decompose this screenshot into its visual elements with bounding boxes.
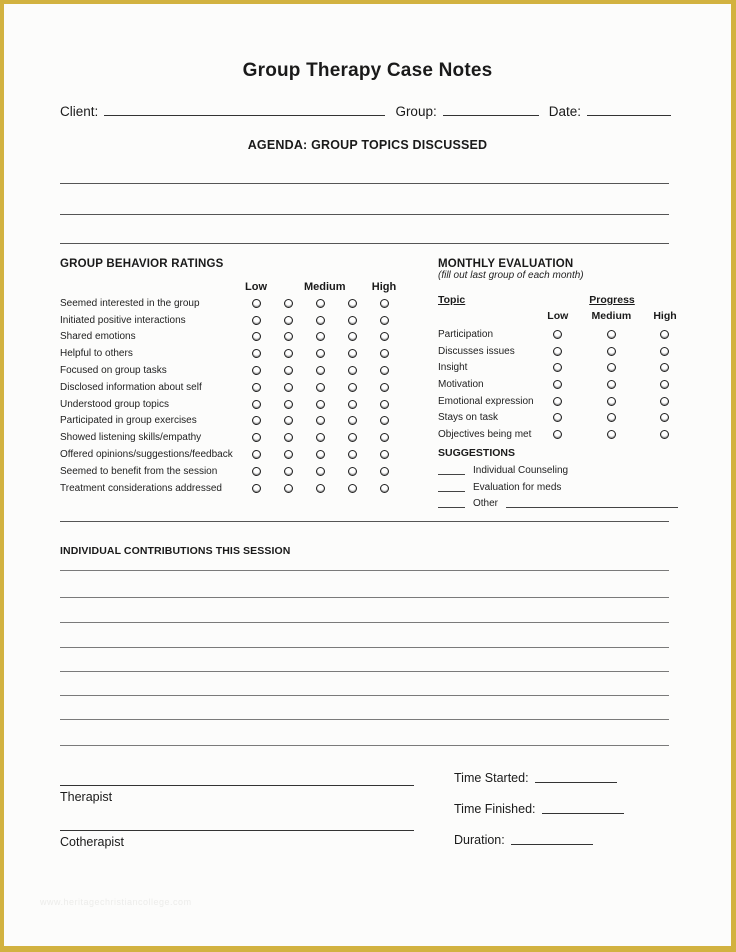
client-line[interactable] bbox=[104, 115, 385, 116]
behavior-rating-cells bbox=[240, 383, 400, 392]
monthly-topic-row bbox=[438, 326, 692, 343]
other-line[interactable] bbox=[506, 507, 678, 508]
suggestion-blank[interactable] bbox=[438, 474, 465, 475]
topic-header: Topic bbox=[438, 294, 466, 306]
watermark: www.heritagechristiancollege.com bbox=[40, 897, 192, 907]
rating-radio[interactable] bbox=[284, 433, 293, 442]
monthly-topic-cells bbox=[531, 363, 692, 372]
behavior-rating-label: Offered opinions/suggestions/feedback bbox=[60, 449, 233, 461]
behavior-rating-row bbox=[60, 362, 420, 379]
scale-label-low: Low bbox=[245, 281, 267, 293]
rating-radio[interactable] bbox=[316, 366, 325, 375]
rating-radio[interactable] bbox=[252, 467, 261, 476]
suggestion-item bbox=[438, 477, 692, 493]
behavior-rating-label: Helpful to others bbox=[60, 348, 133, 360]
suggestion-item bbox=[438, 494, 692, 510]
behavior-rating-cells bbox=[240, 366, 400, 375]
progress-radio[interactable] bbox=[553, 397, 562, 406]
duration-row bbox=[454, 833, 593, 847]
rating-radio[interactable] bbox=[348, 332, 357, 341]
monthly-scale-header bbox=[531, 310, 692, 322]
monthly-topic-label: Motivation bbox=[438, 378, 484, 390]
behavior-rating-row bbox=[60, 480, 420, 497]
behavior-rating-cells bbox=[240, 400, 400, 409]
rating-radio[interactable] bbox=[380, 416, 389, 425]
rating-radio[interactable] bbox=[380, 332, 389, 341]
behavior-rating-label: Seemed interested in the group bbox=[60, 297, 200, 309]
rating-radio[interactable] bbox=[348, 484, 357, 493]
progress-scale-high: High bbox=[653, 310, 677, 322]
rating-radio[interactable] bbox=[380, 484, 389, 493]
behavior-rating-cells bbox=[240, 332, 400, 341]
monthly-topic-row bbox=[438, 359, 692, 376]
client-label: Client: bbox=[60, 104, 99, 119]
progress-radio[interactable] bbox=[660, 330, 669, 339]
group-line[interactable] bbox=[443, 115, 539, 116]
rating-radio[interactable] bbox=[284, 332, 293, 341]
progress-radio[interactable] bbox=[660, 413, 669, 422]
monthly-topic-row bbox=[438, 409, 692, 426]
behavior-rating-cells bbox=[240, 450, 400, 459]
rating-radio[interactable] bbox=[252, 416, 261, 425]
rating-radio[interactable] bbox=[284, 400, 293, 409]
behavior-rating-label: Understood group topics bbox=[60, 398, 169, 410]
rating-radio[interactable] bbox=[284, 299, 293, 308]
behavior-rating-cells bbox=[240, 299, 400, 308]
rating-radio[interactable] bbox=[348, 433, 357, 442]
rating-radio[interactable] bbox=[252, 484, 261, 493]
behavior-rating-row bbox=[60, 413, 420, 430]
time-started-row bbox=[454, 771, 617, 785]
progress-radio[interactable] bbox=[660, 380, 669, 389]
behavior-rating-label: Shared emotions bbox=[60, 331, 136, 343]
rating-radio[interactable] bbox=[284, 416, 293, 425]
scale-label-high: High bbox=[371, 281, 397, 293]
rating-radio[interactable] bbox=[316, 332, 325, 341]
rating-radio[interactable] bbox=[252, 299, 261, 308]
monthly-evaluation-subheading: (fill out last group of each month) bbox=[438, 270, 584, 281]
monthly-topic-label: Insight bbox=[438, 362, 468, 374]
rating-radio[interactable] bbox=[284, 467, 293, 476]
progress-radio[interactable] bbox=[607, 330, 616, 339]
monthly-topic-cells bbox=[531, 397, 692, 406]
time-finished-line[interactable] bbox=[542, 813, 624, 814]
rating-radio[interactable] bbox=[380, 316, 389, 325]
agenda-line[interactable] bbox=[60, 243, 669, 244]
rating-radio[interactable] bbox=[348, 467, 357, 476]
rating-radio[interactable] bbox=[252, 366, 261, 375]
progress-radio[interactable] bbox=[553, 380, 562, 389]
rating-radio[interactable] bbox=[380, 366, 389, 375]
rating-radio[interactable] bbox=[380, 467, 389, 476]
progress-radio[interactable] bbox=[607, 397, 616, 406]
behavior-rating-label: Participated in group exercises bbox=[60, 415, 197, 427]
monthly-evaluation-section bbox=[438, 258, 692, 510]
behavior-rating-row bbox=[60, 329, 420, 346]
rating-radio[interactable] bbox=[284, 316, 293, 325]
behavior-rating-cells bbox=[240, 433, 400, 442]
suggestion-label: Evaluation for meds bbox=[473, 481, 562, 493]
suggestion-label: Other bbox=[473, 497, 499, 509]
contribution-line[interactable] bbox=[60, 647, 669, 648]
progress-scale-low: Low bbox=[547, 310, 569, 322]
rating-radio[interactable] bbox=[284, 349, 293, 358]
header-fields-row bbox=[60, 104, 671, 119]
agenda-line[interactable] bbox=[60, 183, 669, 184]
progress-radio[interactable] bbox=[607, 380, 616, 389]
rating-radio[interactable] bbox=[348, 366, 357, 375]
time-finished-row bbox=[454, 802, 624, 816]
progress-scale-medium: Medium bbox=[591, 310, 632, 322]
progress-radio[interactable] bbox=[660, 430, 669, 439]
progress-radio[interactable] bbox=[553, 430, 562, 439]
behavior-scale-header bbox=[240, 281, 400, 293]
monthly-topic-label: Objectives being met bbox=[438, 428, 532, 440]
rating-radio[interactable] bbox=[316, 349, 325, 358]
contribution-line[interactable] bbox=[60, 745, 669, 746]
date-label: Date: bbox=[548, 104, 581, 119]
rating-radio[interactable] bbox=[316, 450, 325, 459]
rating-radio[interactable] bbox=[252, 400, 261, 409]
behavior-rating-row bbox=[60, 463, 420, 480]
monthly-topic-cells bbox=[531, 380, 692, 389]
rating-radio[interactable] bbox=[284, 383, 293, 392]
agenda-line[interactable] bbox=[60, 214, 669, 215]
monthly-topic-row bbox=[438, 393, 692, 410]
monthly-topic-label: Emotional expression bbox=[438, 395, 534, 407]
rating-radio[interactable] bbox=[284, 366, 293, 375]
rating-radio[interactable] bbox=[380, 400, 389, 409]
rating-radio[interactable] bbox=[380, 433, 389, 442]
progress-radio[interactable] bbox=[553, 363, 562, 372]
rating-radio[interactable] bbox=[316, 416, 325, 425]
progress-radio[interactable] bbox=[553, 347, 562, 356]
contributions-heading: INDIVIDUAL CONTRIBUTIONS THIS SESSION bbox=[60, 545, 291, 557]
group-label: Group: bbox=[395, 104, 437, 119]
behavior-rating-cells bbox=[240, 416, 400, 425]
monthly-topic-cells bbox=[531, 347, 692, 356]
rating-radio[interactable] bbox=[348, 400, 357, 409]
behavior-ratings-heading: GROUP BEHAVIOR RATINGS bbox=[60, 258, 224, 270]
suggestion-label: Individual Counseling bbox=[473, 465, 569, 477]
agenda-heading: AGENDA: GROUP TOPICS DISCUSSED bbox=[247, 138, 488, 152]
progress-header: Progress bbox=[589, 294, 635, 306]
behavior-rating-label: Treatment considerations addressed bbox=[60, 482, 222, 494]
rating-radio[interactable] bbox=[348, 383, 357, 392]
rating-radio[interactable] bbox=[252, 433, 261, 442]
progress-radio[interactable] bbox=[553, 330, 562, 339]
contribution-line[interactable] bbox=[60, 597, 669, 598]
suggestion-item bbox=[438, 461, 692, 477]
behavior-rating-label: Focused on group tasks bbox=[60, 365, 167, 377]
behavior-rating-row bbox=[60, 379, 420, 396]
therapist-label: Therapist bbox=[60, 790, 113, 804]
rating-radio[interactable] bbox=[380, 349, 389, 358]
rating-radio[interactable] bbox=[252, 450, 261, 459]
rating-radio[interactable] bbox=[348, 299, 357, 308]
rating-radio[interactable] bbox=[348, 349, 357, 358]
rating-radio[interactable] bbox=[316, 433, 325, 442]
rating-radio[interactable] bbox=[252, 316, 261, 325]
cotherapist-label: Cotherapist bbox=[60, 835, 124, 849]
monthly-topic-cells bbox=[531, 430, 692, 439]
rating-radio[interactable] bbox=[284, 450, 293, 459]
rating-radio[interactable] bbox=[316, 299, 325, 308]
behavior-rating-label: Disclosed information about self bbox=[60, 381, 202, 393]
contribution-line[interactable] bbox=[60, 695, 669, 696]
progress-radio[interactable] bbox=[607, 347, 616, 356]
behavior-rating-cells bbox=[240, 467, 400, 476]
behavior-rating-row bbox=[60, 345, 420, 362]
monthly-topic-row bbox=[438, 426, 692, 443]
section-divider bbox=[60, 521, 669, 522]
scale-label-medium: Medium bbox=[304, 281, 346, 293]
rating-radio[interactable] bbox=[316, 484, 325, 493]
date-line[interactable] bbox=[587, 115, 671, 116]
progress-radio[interactable] bbox=[607, 430, 616, 439]
time-finished-label: Time Finished: bbox=[454, 802, 536, 816]
monthly-topic-label: Stays on task bbox=[438, 412, 499, 424]
duration-line[interactable] bbox=[511, 844, 593, 845]
behavior-rating-row bbox=[60, 446, 420, 463]
monthly-header-row bbox=[438, 294, 692, 306]
rating-radio[interactable] bbox=[348, 450, 357, 459]
page-title: Group Therapy Case Notes bbox=[242, 60, 493, 81]
contribution-line[interactable] bbox=[60, 622, 669, 623]
progress-radio[interactable] bbox=[660, 363, 669, 372]
rating-radio[interactable] bbox=[348, 316, 357, 325]
rating-radio[interactable] bbox=[252, 383, 261, 392]
monthly-topic-cells bbox=[531, 413, 692, 422]
rating-radio[interactable] bbox=[316, 467, 325, 476]
behavior-rating-cells bbox=[240, 316, 400, 325]
behavior-rating-rows bbox=[60, 295, 420, 497]
monthly-topic-label: Discusses issues bbox=[438, 345, 515, 357]
time-started-label: Time Started: bbox=[454, 771, 529, 785]
suggestions-heading: SUGGESTIONS bbox=[438, 447, 516, 460]
progress-radio[interactable] bbox=[553, 413, 562, 422]
behavior-rating-label: Showed listening skills/empathy bbox=[60, 432, 202, 444]
cotherapist-signature-line[interactable] bbox=[60, 830, 414, 831]
behavior-rating-label: Initiated positive interactions bbox=[60, 314, 186, 326]
progress-radio[interactable] bbox=[607, 413, 616, 422]
therapist-signature-line[interactable] bbox=[60, 785, 414, 786]
rating-radio[interactable] bbox=[252, 349, 261, 358]
behavior-rating-row bbox=[60, 396, 420, 413]
monthly-topic-rows bbox=[438, 326, 692, 443]
progress-radio[interactable] bbox=[660, 347, 669, 356]
rating-radio[interactable] bbox=[348, 416, 357, 425]
suggestions-list bbox=[438, 461, 692, 510]
rating-radio[interactable] bbox=[316, 383, 325, 392]
rating-radio[interactable] bbox=[316, 316, 325, 325]
rating-radio[interactable] bbox=[380, 383, 389, 392]
contribution-line[interactable] bbox=[60, 719, 669, 720]
contribution-line[interactable] bbox=[60, 570, 669, 571]
monthly-topic-cells bbox=[531, 330, 692, 339]
rating-radio[interactable] bbox=[316, 400, 325, 409]
behavior-rating-row bbox=[60, 295, 420, 312]
suggestion-blank[interactable] bbox=[438, 491, 465, 492]
monthly-topic-label: Participation bbox=[438, 328, 494, 340]
suggestion-blank[interactable] bbox=[438, 507, 465, 508]
contribution-line[interactable] bbox=[60, 671, 669, 672]
behavior-ratings-section bbox=[60, 258, 420, 497]
rating-radio[interactable] bbox=[252, 332, 261, 341]
behavior-rating-row bbox=[60, 429, 420, 446]
rating-radio[interactable] bbox=[284, 484, 293, 493]
behavior-rating-row bbox=[60, 312, 420, 329]
monthly-evaluation-heading: MONTHLY EVALUATION bbox=[438, 258, 574, 270]
duration-label: Duration: bbox=[454, 833, 505, 847]
behavior-rating-label: Seemed to benefit from the session bbox=[60, 465, 218, 477]
time-started-line[interactable] bbox=[535, 782, 617, 783]
progress-radio[interactable] bbox=[607, 363, 616, 372]
rating-radio[interactable] bbox=[380, 299, 389, 308]
behavior-rating-cells bbox=[240, 349, 400, 358]
behavior-rating-cells bbox=[240, 484, 400, 493]
monthly-topic-row bbox=[438, 343, 692, 360]
monthly-topic-row bbox=[438, 376, 692, 393]
progress-radio[interactable] bbox=[660, 397, 669, 406]
rating-radio[interactable] bbox=[380, 450, 389, 459]
